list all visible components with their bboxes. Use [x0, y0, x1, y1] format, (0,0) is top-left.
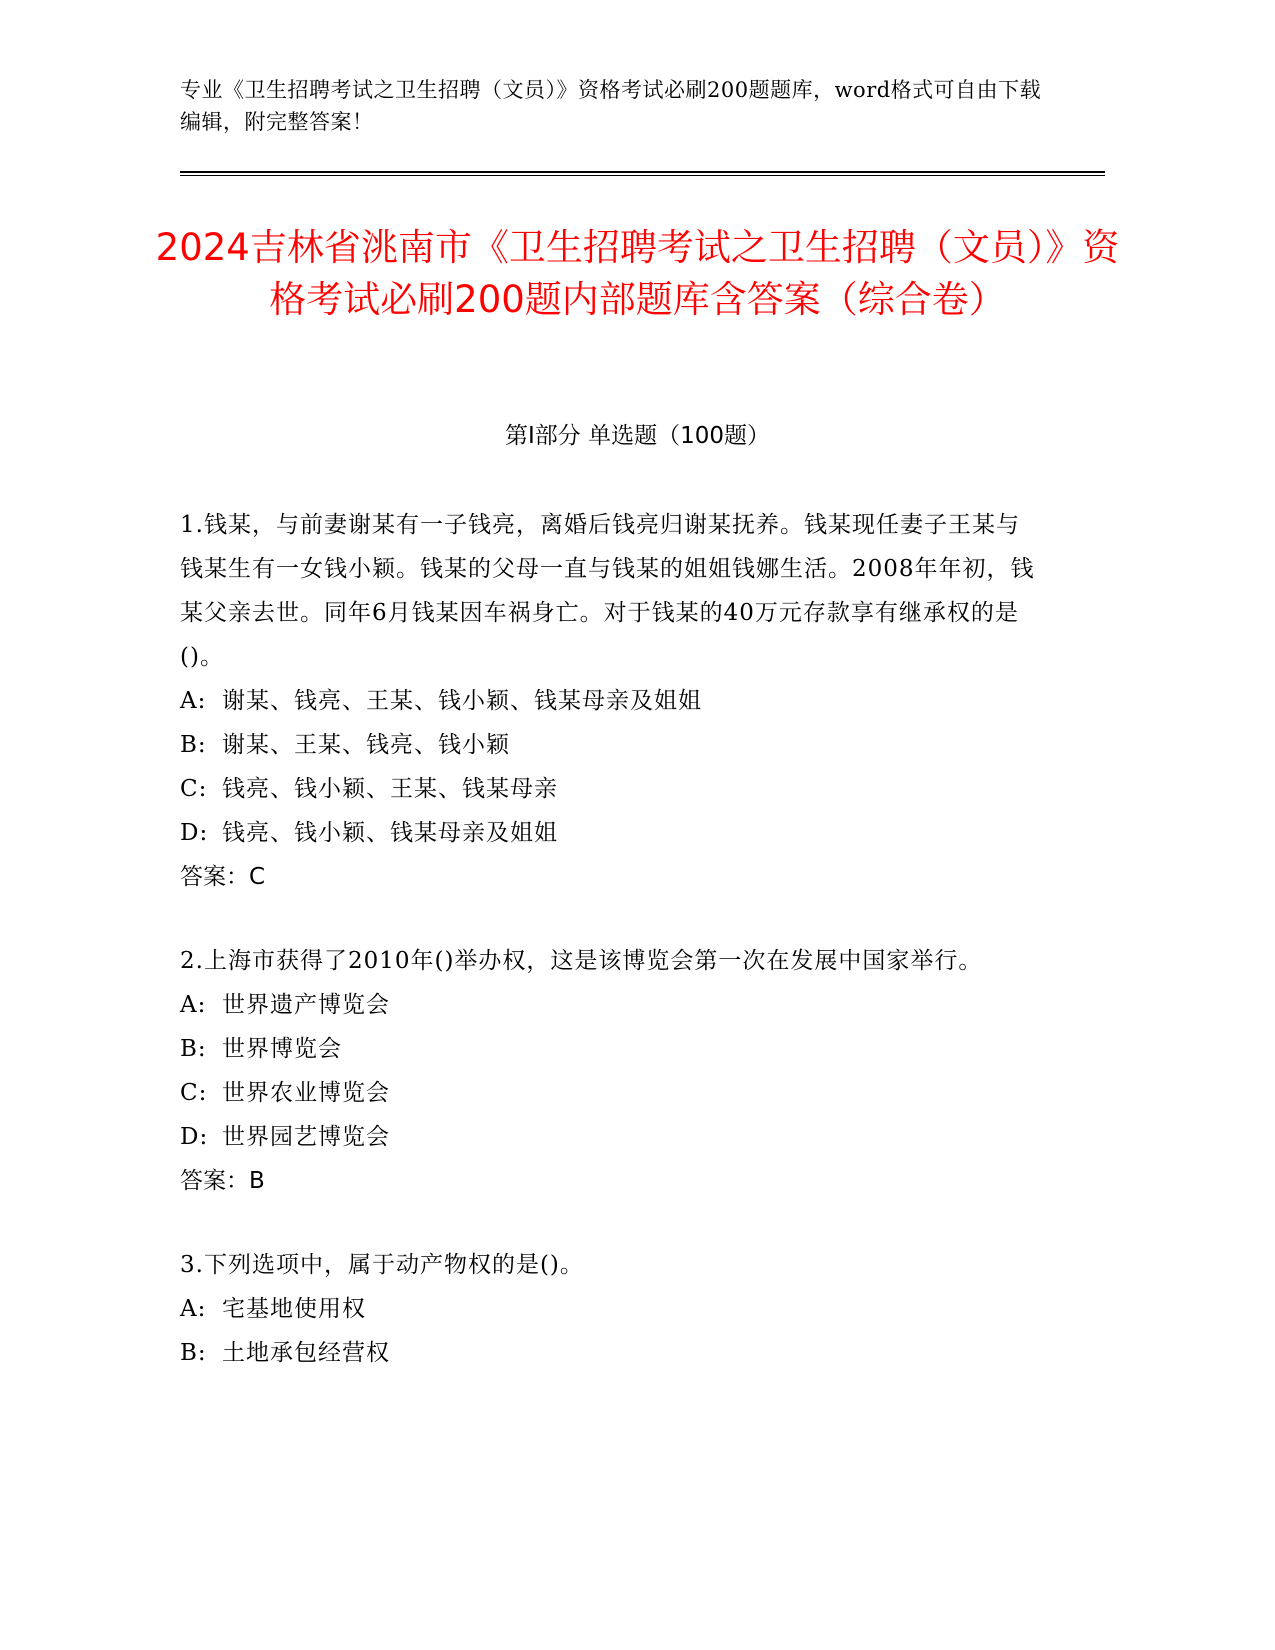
- question-list: [180, 503, 1040, 1415]
- option-c: [180, 767, 1040, 811]
- option-text: 土地承包经营权: [222, 1340, 390, 1366]
- option-d: [180, 811, 1040, 855]
- option-b: [180, 1027, 1040, 1071]
- option-text: 谢某、钱亮、王某、钱小颖、钱某母亲及姐姐: [222, 688, 702, 714]
- option-text: 宅基地使用权: [222, 1296, 366, 1322]
- option-key: A:: [180, 992, 207, 1018]
- option-b: [180, 723, 1040, 767]
- header-divider: [180, 171, 1105, 176]
- question-stem: 1.钱某，与前妻谢某有一子钱亮，离婚后钱亮归谢某抚养。钱某现任妻子王某与钱某生有一女钱小颖。钱某的父母一直与钱某的姐姐钱娜生活。2008年年初，钱某父亲去世。同年6月钱某因车祸身亡。对于钱某的40万元存款享有继承权的是()。: [180, 512, 1035, 670]
- section-title: 第Ⅰ部分 单选题（100题）: [505, 423, 770, 449]
- answer-line: 答案：B: [180, 1168, 265, 1194]
- option-key: C:: [180, 1080, 208, 1106]
- option-d: [180, 1115, 1040, 1159]
- option-text: 钱亮、钱小颖、钱某母亲及姐姐: [222, 820, 558, 846]
- option-text: 世界农业博览会: [222, 1080, 390, 1106]
- option-key: B:: [180, 1036, 207, 1062]
- option-c: [180, 1071, 1040, 1115]
- option-text: 世界园艺博览会: [222, 1124, 390, 1150]
- option-key: D:: [180, 820, 209, 846]
- question-1: [180, 503, 1040, 899]
- option-key: B:: [180, 732, 207, 758]
- option-text: 钱亮、钱小颖、王某、钱某母亲: [222, 776, 558, 802]
- option-text: 世界博览会: [222, 1036, 342, 1062]
- option-key: A:: [180, 688, 207, 714]
- option-key: C:: [180, 776, 208, 802]
- option-text: 谢某、王某、钱亮、钱小颖: [222, 732, 510, 758]
- option-a: [180, 983, 1040, 1027]
- option-text: 世界遗产博览会: [222, 992, 390, 1018]
- header-note: 专业《卫生招聘考试之卫生招聘（文员）》资格考试必刷200题题库，word格式可自由下载编辑，附完整答案！: [180, 78, 1042, 134]
- question-2: [180, 939, 1040, 1203]
- question-stem: 3.下列选项中，属于动产物权的是()。: [180, 1252, 584, 1278]
- option-a: [180, 679, 1040, 723]
- option-a: [180, 1287, 1040, 1331]
- option-key: D:: [180, 1124, 209, 1150]
- question-3: [180, 1243, 1040, 1375]
- option-key: B:: [180, 1340, 207, 1366]
- question-stem: 2.上海市获得了2010年()举办权，这是该博览会第一次在发展中国家举行。: [180, 948, 983, 974]
- option-b: [180, 1331, 1040, 1375]
- option-key: A:: [180, 1296, 207, 1322]
- document-title: 2024吉林省洮南市《卫生招聘考试之卫生招聘（文员）》资格考试必刷200题内部题库含答案（综合卷）: [155, 226, 1120, 321]
- answer-line: 答案：C: [180, 864, 266, 890]
